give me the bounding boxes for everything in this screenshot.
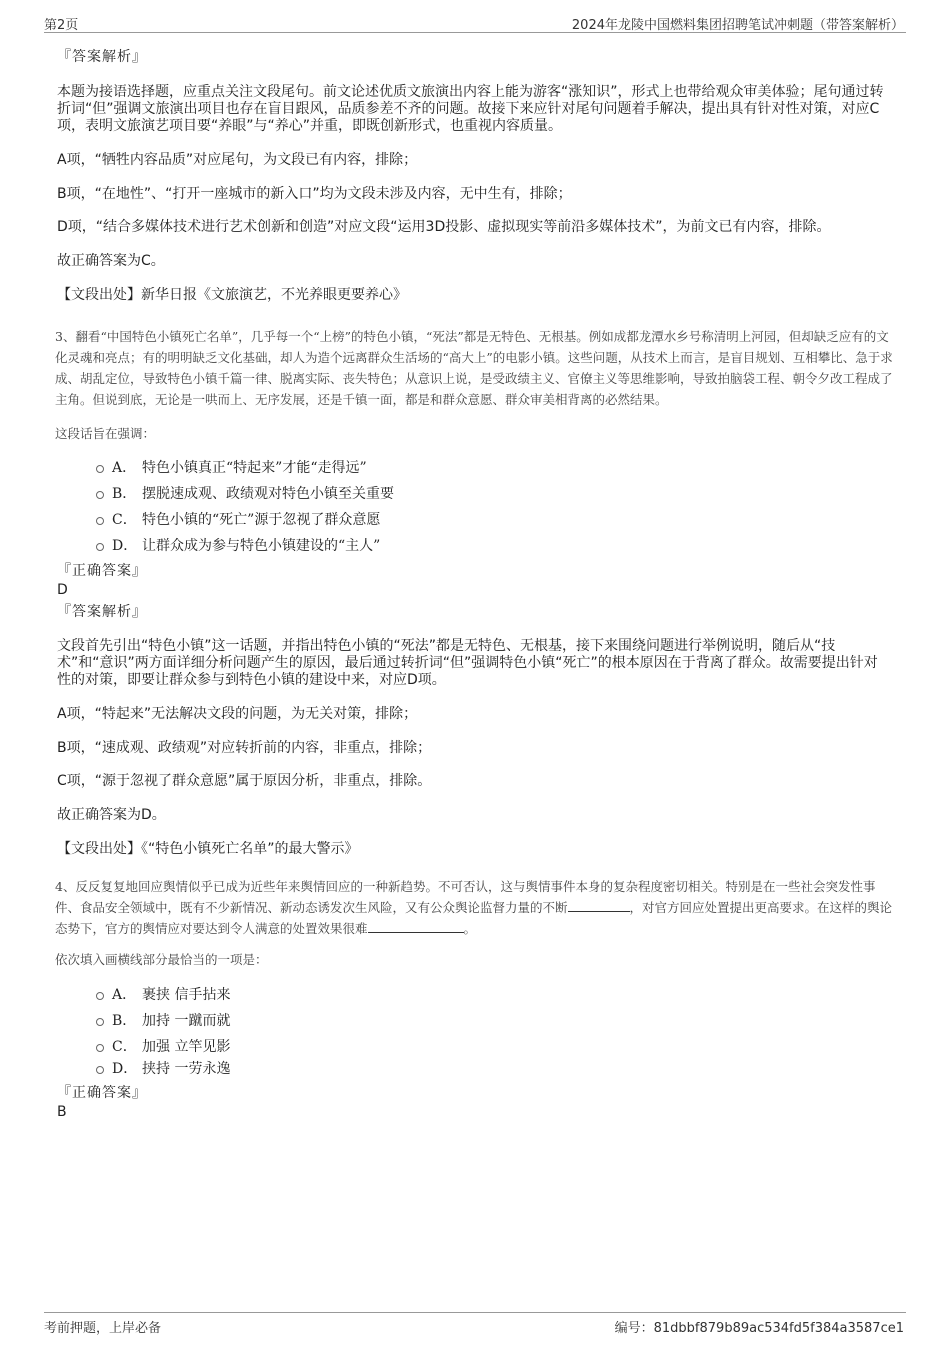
- analysis-option-a: A项，“特起来”无法解决文段的问题，为无关对策，排除；: [57, 706, 418, 722]
- radio-icon[interactable]: [96, 465, 104, 473]
- analysis-conclusion: 故正确答案为D。: [57, 807, 166, 823]
- option-text: 特色小镇的“死亡”源于忽视了群众意愿: [142, 512, 381, 528]
- question-4-text: [55, 876, 895, 939]
- option-b[interactable]: [96, 480, 394, 506]
- option-d[interactable]: [96, 532, 394, 558]
- option-letter: D．: [112, 1061, 138, 1077]
- question-4-text-part1: 4、反反复复地回应舆情似乎已成为近些年来舆情回应的一种新趋势。不可否认，这与舆情事件本身的复杂程度密切相关。特别是在一些社会突发性事件、食品安全领域中，既有不少新情况、新动态诱发次生风险，又有公众舆论监督力量的不断: [55, 879, 876, 915]
- option-letter: B．: [112, 486, 137, 502]
- option-a[interactable]: [96, 454, 394, 480]
- analysis-text: 文段首先引出“特色小镇”这一话题，并指出特色小镇的“死法”都是无特色、无根基，接下来围绕问题进行举例说明，随后从“技术”和“意识”两方面详细分析问题产生的原因，最后通过转折词“但”强调特色小镇“死亡”的根本原因在于背离了群众。故需要提出针对性的对策，即要让群众参与到特色小镇的建设中来，对应D项。: [57, 638, 878, 688]
- option-letter: B．: [112, 1013, 137, 1029]
- option-text: 裹挟 信手拈来: [142, 987, 231, 1003]
- option-text: 加强 立竿见影: [142, 1039, 231, 1055]
- analysis-option-a: A项，“牺牲内容品质”对应尾句，为文段已有内容，排除；: [57, 152, 418, 168]
- fill-blank-2[interactable]: [368, 920, 464, 933]
- question-4-prompt: 依次填入画横线部分最恰当的一项是：: [55, 952, 268, 967]
- radio-icon[interactable]: [96, 491, 104, 499]
- radio-icon[interactable]: [96, 1044, 104, 1052]
- question-4-options: [96, 981, 230, 1077]
- option-letter: C．: [112, 1039, 137, 1055]
- option-text: 让群众成为参与特色小镇建设的“主人”: [142, 538, 381, 554]
- document-title: 2024年龙陵中国燃料集团招聘笔试冲刺题（带答案解析）: [571, 18, 904, 33]
- analysis-option-b: B项，“速成观、政绩观”对应转折前的内容，非重点，排除；: [57, 740, 432, 756]
- analysis-option-d: D项，“结合多媒体技术进行艺术创新和创造”对应文段“运用3D投影、虚拟现实等前沿多媒体技术”，为前文已有内容，排除。: [57, 219, 831, 235]
- page-header: [44, 12, 906, 33]
- question-3-prompt: 这段话旨在强调：: [55, 426, 156, 441]
- radio-icon[interactable]: [96, 517, 104, 525]
- page-number: 第2页: [44, 18, 79, 33]
- analysis-option-b: B项，“在地性”、“打开一座城市的新入口”均为文段未涉及内容，无中生有，排除；: [57, 186, 572, 202]
- option-letter: C．: [112, 512, 137, 528]
- option-text: 摆脱速成观、政绩观对特色小镇至关重要: [142, 486, 394, 502]
- option-text: 挟持 一劳永逸: [142, 1061, 231, 1077]
- option-letter: A．: [112, 987, 137, 1003]
- fill-blank-1[interactable]: [568, 899, 630, 912]
- radio-icon[interactable]: [96, 543, 104, 551]
- option-text: 特色小镇真正“特起来”才能“走得远”: [142, 460, 367, 476]
- correct-answer-label: 『正确答案』: [57, 563, 147, 579]
- option-letter: D．: [112, 538, 138, 554]
- option-text: 加持 一蹴而就: [142, 1013, 231, 1029]
- question-4-text-part2: ，对官方回应处置提出更高要求。在这样的舆论态势下，官方的舆情应对要达到令人满意的处置效果很难: [55, 900, 893, 936]
- analysis-text: 本题为接语选择题，应重点关注文段尾句。前文论述优质文旅演出内容上能为游客“涨知识”，形式上也带给观众审美体验；尾句通过转折词“但”强调文旅演出项目也存在盲目跟风，品质参差不齐的问题。故接下来应针对尾句问题着手解决，提出具有针对性对策，对应C项，表明文旅演艺项目要“养眼”与“养心”并重，即既创新形式，也重视内容质量。: [57, 84, 884, 134]
- analysis-option-c: C项，“源于忽视了群众意愿”属于原因分析，非重点，排除。: [57, 773, 432, 789]
- correct-answer: D: [57, 582, 68, 598]
- radio-icon[interactable]: [96, 1066, 104, 1074]
- option-a[interactable]: [96, 981, 230, 1007]
- correct-answer-label: 『正确答案』: [57, 1085, 147, 1101]
- question-3-options: [96, 454, 394, 558]
- correct-answer: B: [57, 1104, 67, 1120]
- option-c[interactable]: [96, 506, 394, 532]
- option-letter: A．: [112, 460, 137, 476]
- analysis-conclusion: 故正确答案为C。: [57, 253, 165, 269]
- radio-icon[interactable]: [96, 1018, 104, 1026]
- page-footer: [44, 1312, 906, 1337]
- document-code: 编号：81dbbf879b89ac534fd5f384a3587ce1: [614, 1321, 904, 1336]
- text-source: 【文段出处】《“特色小镇死亡名单”的最大警示》: [57, 841, 359, 857]
- option-b[interactable]: [96, 1007, 230, 1033]
- option-c[interactable]: [96, 1033, 230, 1059]
- question-3-text: 3、翻看“中国特色小镇死亡名单”，几乎每一个“上榜”的特色小镇，“死法”都是无特色、无根基。例如成都龙潭水乡号称清明上河园，但却缺乏应有的文化灵魂和亮点；有的明明缺乏文化基础，却人为造个远离群众生活场的“高大上”的电影小镇。这些问题，从技术上而言，是盲目规划、互相攀比、急于求成、胡乱定位，导致特色小镇千篇一律、脱离实际、丧失特色；从意识上说，是受政绩主义、官僚主义等思维影响，导致拍脑袋工程、朝令夕改工程成了主角。但说到底，无论是一哄而上、无序发展，还是千镇一面，都是和群众意愿、群众审美相背离的必然结果。: [55, 329, 893, 407]
- analysis-label: 『答案解析』: [57, 49, 147, 65]
- text-source: 【文段出处】新华日报《文旅演艺，不光养眼更要养心》: [57, 287, 407, 303]
- radio-icon[interactable]: [96, 992, 104, 1000]
- analysis-label: 『答案解析』: [57, 604, 147, 620]
- footer-slogan: 考前押题，上岸必备: [44, 1321, 162, 1336]
- question-4-text-part3: 。: [463, 921, 477, 936]
- option-d[interactable]: [96, 1059, 230, 1077]
